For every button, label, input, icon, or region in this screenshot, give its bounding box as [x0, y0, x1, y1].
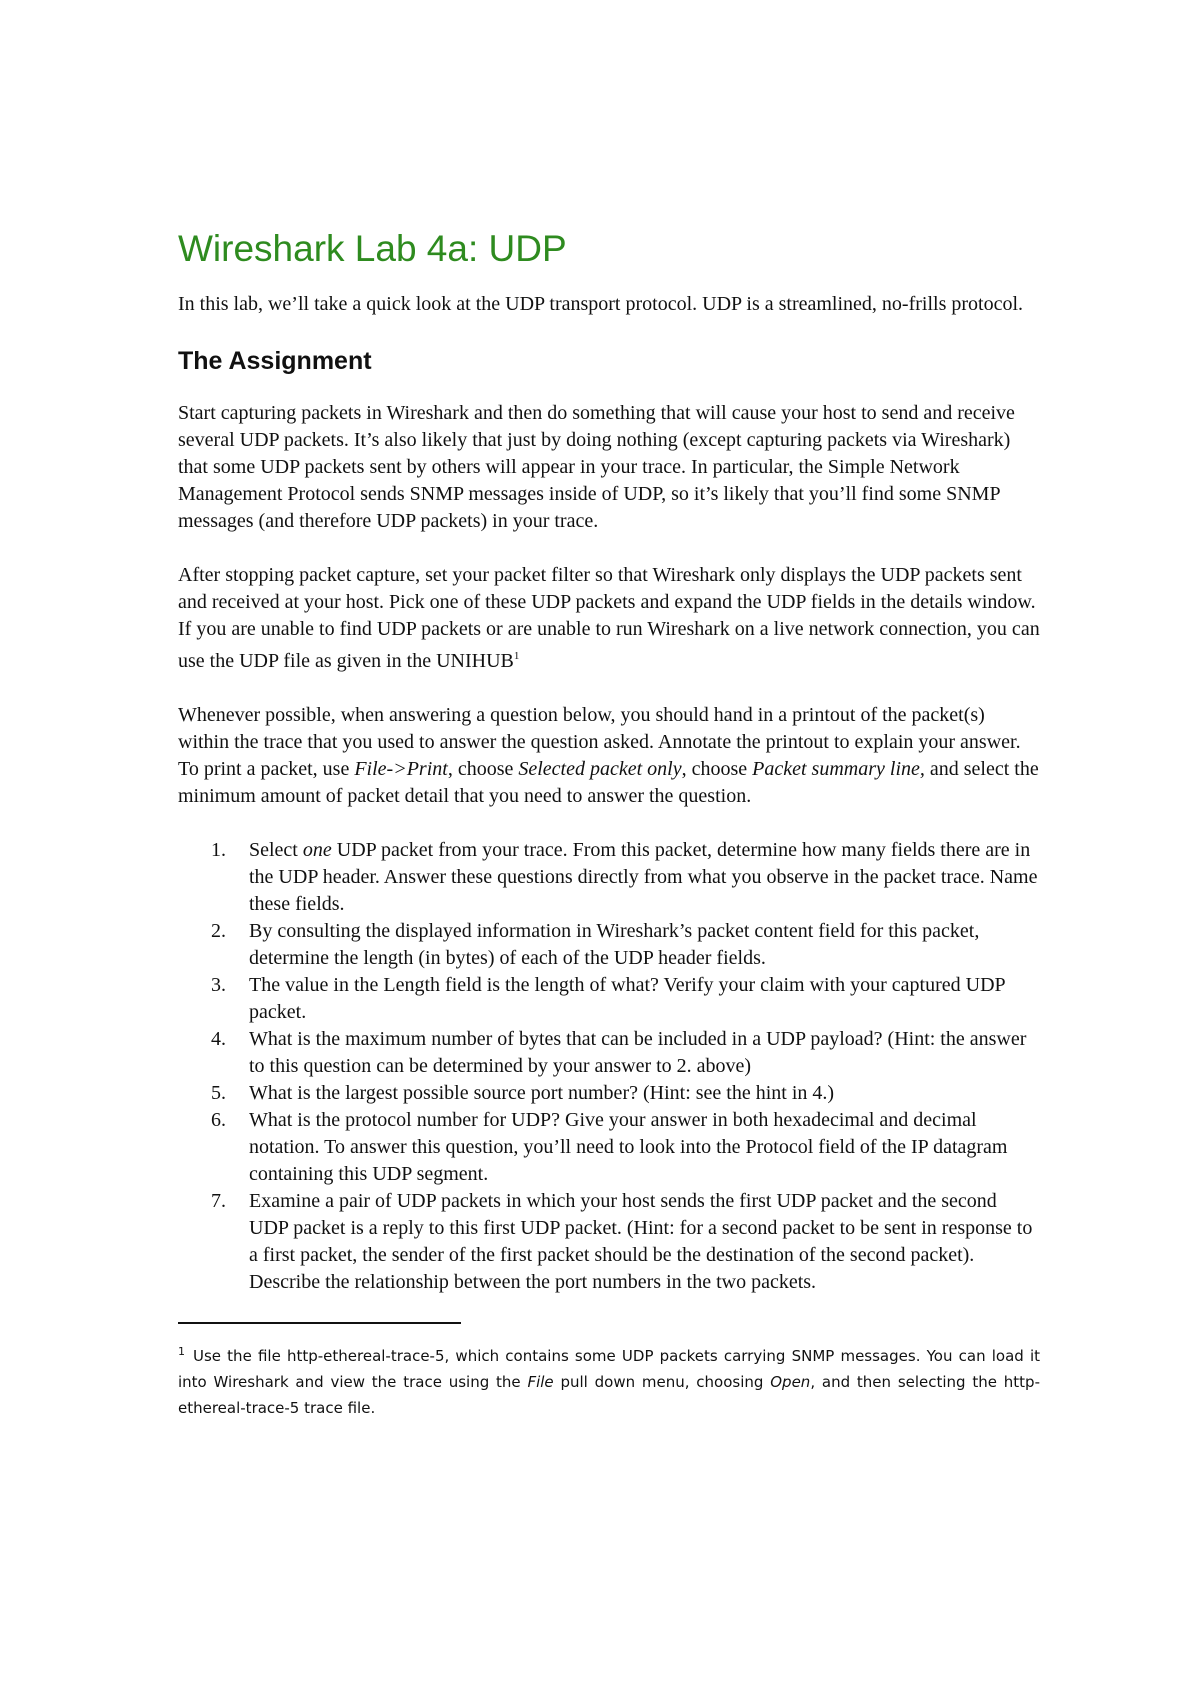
- question-emphasis: one: [302, 838, 332, 861]
- footnote-text: , and then selecting the http-ethereal-trace-5 trace file.: [178, 1372, 1040, 1417]
- page-content: [178, 228, 1040, 1436]
- question-number: 4.: [211, 1027, 226, 1050]
- assignment-paragraph-3: [178, 702, 1040, 810]
- question-item: [178, 1026, 1040, 1080]
- assignment-paragraph-2: [178, 562, 1040, 675]
- question-text: What is the protocol number for UDP? Give your answer in both hexadecimal and decimal notation. To answer this question, you’ll need to look into the Protocol field of the IP datagram containing this UDP segment.: [249, 1108, 1008, 1185]
- question-text: Examine a pair of UDP packets in which your host sends the first UDP packet and the second UDP packet is a reply to this first UDP packet. (Hint: for a second packet to be sent in response to a first packet, the sender of the first packet should be the destination of the second packet). Describe the relationship between the port numbers in the two packets.: [249, 1189, 1033, 1293]
- question-text: What is the largest possible source port number? (Hint: see the hint in 4.): [249, 1081, 835, 1104]
- footnote-text: Use the file http-ethereal-trace-5, which contains some UDP packets carrying SNMP messages. You can load it into Wireshark and view the trace using the: [178, 1346, 1040, 1391]
- option-packet-summary-line: Packet summary line,: [752, 757, 925, 780]
- question-number: 6.: [211, 1108, 226, 1131]
- question-text: Select: [249, 838, 303, 861]
- question-text: The value in the Length field is the length of what? Verify your claim with your captured UDP packet.: [249, 973, 1005, 1023]
- question-list: [178, 837, 1040, 1296]
- footnote-text: pull down menu, choosing: [553, 1372, 771, 1391]
- paragraph-3-text: , choose: [681, 757, 753, 780]
- question-number: 3.: [211, 973, 226, 996]
- footnote-menu-open: Open: [770, 1372, 811, 1391]
- paragraph-3-text: and select the minimum amount of packet detail that you need to answer the question.: [178, 757, 1039, 807]
- question-number: 1.: [211, 838, 226, 861]
- assignment-paragraph-1: Start capturing packets in Wireshark and then do something that will cause your host to send and receive several UDP packets. It’s also likely that just by doing nothing (except capturing packets via Wireshark) that some UDP packets sent by others will appear in your trace. In particular, the Simple Network Management Protocol sends SNMP messages inside of UDP, so it’s likely that you’ll find some SNMP messages (and therefore UDP packets) in your trace.: [178, 401, 1015, 532]
- option-selected-packet-only: Selected packet only: [518, 757, 682, 780]
- paragraph-2-text: After stopping packet capture, set your packet filter so that Wireshark only displays the UDP packets sent and received at your host. Pick one of these UDP packets and expand the UDP fields in the details window. If you are unable to find UDP packets or are unable to run Wireshark on a live network connection, you can use the UDP file as given in the UNIHUB: [178, 563, 1040, 672]
- question-text: UDP packet from your trace. From this packet, determine how many fields there are in the UDP header. Answer these questions directly from what you observe in the packet trace. Name these fields.: [249, 838, 1038, 915]
- question-item: [178, 837, 1040, 918]
- paragraph-3-text: Whenever possible, when answering a question below, you should hand in a printout of the packet(s) within the trace that you used to answer the question asked. Annotate the printout to explain your answer. To print a packet, use: [178, 703, 1021, 780]
- question-number: 7.: [211, 1189, 226, 1212]
- footnote: [178, 1339, 1040, 1421]
- footnote-divider: [178, 1322, 461, 1324]
- question-item: [178, 1107, 1040, 1188]
- page-title: Wireshark Lab 4a: UDP: [178, 228, 567, 269]
- footnote-reference[interactable]: 1: [513, 649, 520, 662]
- section-heading: The Assignment: [178, 346, 372, 375]
- question-number: 2.: [211, 919, 226, 942]
- question-item: [178, 1080, 1040, 1107]
- footnote-menu-file: File: [527, 1372, 554, 1391]
- menu-path-file-print: File->Print: [354, 757, 448, 780]
- question-text: By consulting the displayed information in Wireshark’s packet content field for this packet, determine the length (in bytes) of each of the UDP header fields.: [249, 919, 980, 969]
- footnote-mark: 1: [178, 1344, 185, 1358]
- question-text: What is the maximum number of bytes that can be included in a UDP payload? (Hint: the answer to this question can be determined by your answer to 2. above): [249, 1027, 1027, 1077]
- question-number: 5.: [211, 1081, 226, 1104]
- intro-paragraph: In this lab, we’ll take a quick look at the UDP transport protocol. UDP is a streamlined, no-frills protocol.: [178, 292, 1024, 315]
- paragraph-3-text: , choose: [447, 757, 519, 780]
- question-item: [178, 1188, 1040, 1296]
- question-item: [178, 972, 1040, 1026]
- question-item: [178, 918, 1040, 972]
